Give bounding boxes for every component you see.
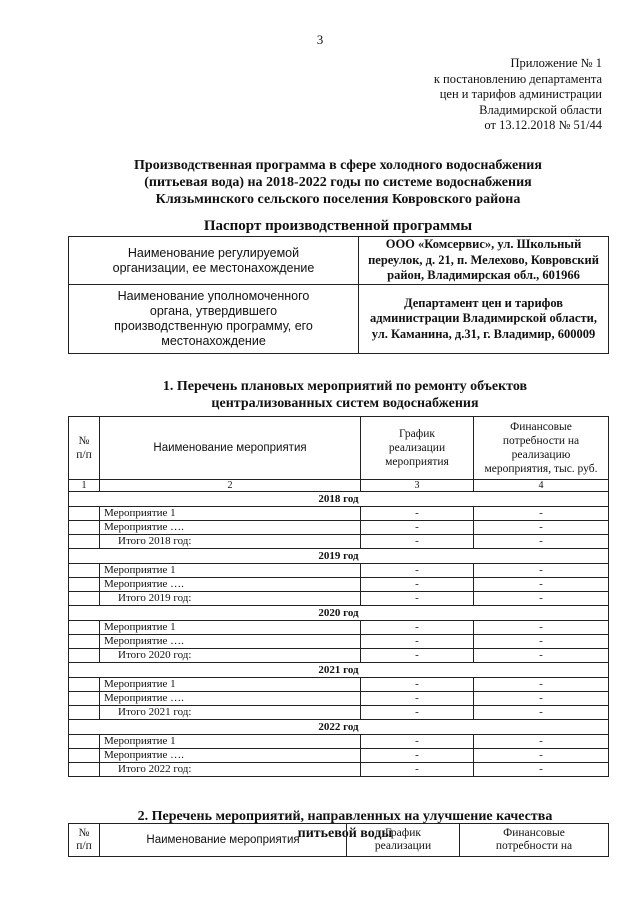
year-label: 2021 год <box>69 663 609 678</box>
year-label: 2020 год <box>69 606 609 621</box>
appendix-line: Владимирской области <box>479 102 602 117</box>
total-row <box>69 592 609 606</box>
row-number <box>69 564 100 578</box>
measure-schedule: - <box>361 678 474 692</box>
table-row <box>69 678 609 692</box>
label-line: Наименование регулируемой <box>127 245 300 260</box>
appendix-line: от 13.12.2018 № 51/44 <box>484 118 602 132</box>
measure-schedule: - <box>361 564 474 578</box>
measure-finance: - <box>474 535 609 549</box>
row-number <box>69 678 100 692</box>
measure-name: Мероприятие 1 <box>100 678 361 692</box>
header-cell-name: Наименование мероприятия <box>100 417 361 480</box>
measure-finance: - <box>474 592 609 606</box>
column-number: 2 <box>100 480 361 492</box>
value-line: район, Владимирская обл., 601966 <box>387 268 580 283</box>
page-number: 3 <box>316 32 324 47</box>
measure-finance: - <box>474 678 609 692</box>
measure-schedule: - <box>361 507 474 521</box>
table-row <box>69 521 609 535</box>
year-label: 2022 год <box>69 720 609 735</box>
appendix-line: к постановлению департамента <box>433 71 602 86</box>
measure-name: Итого 2020 год: <box>100 649 361 663</box>
document-title <box>70 157 606 208</box>
measure-schedule: - <box>361 535 474 549</box>
title-line: (питьевая вода) на 2018-2022 годы по системе водоснабжения <box>144 175 532 190</box>
year-label: 2019 год <box>69 549 609 564</box>
header-cell-finance: Финансовые потребности на <box>460 824 609 857</box>
quality-measures-table <box>68 823 609 857</box>
table-row <box>69 692 609 706</box>
label-line: организации, ее местонахождение <box>112 260 315 275</box>
measure-name: Итого 2019 год: <box>100 592 361 606</box>
table-header-row <box>69 824 609 857</box>
measure-name: Мероприятие …. <box>100 749 361 763</box>
measure-finance: - <box>474 621 609 635</box>
section-title-line: 1. Перечень плановых мероприятий по ремонту объектов <box>162 379 528 394</box>
measures-table <box>68 416 609 777</box>
row-number <box>69 578 100 592</box>
table-row <box>69 635 609 649</box>
row-number <box>69 692 100 706</box>
appendix-line: цен и тарифов администрации <box>439 87 602 101</box>
measure-schedule: - <box>361 749 474 763</box>
section-title-line: централизованных систем водоснабжения <box>211 396 479 411</box>
measure-schedule: - <box>361 621 474 635</box>
value-line: ул. Каманина, д.31, г. Владимир, 600009 <box>371 326 596 341</box>
passport-value <box>359 285 609 354</box>
header-cell-name: Наименование мероприятия <box>100 824 347 857</box>
measure-name: Мероприятие 1 <box>100 564 361 578</box>
year-row <box>69 720 609 735</box>
measure-schedule: - <box>361 649 474 663</box>
title-line: Клязьминского сельского поселения Ковровского района <box>155 192 521 207</box>
passport-table <box>68 236 609 354</box>
row-number <box>69 649 100 663</box>
value-line: Департамент цен и тарифов <box>403 295 564 310</box>
passport-value <box>359 237 609 285</box>
passport-title: Паспорт производственной программы <box>203 218 473 234</box>
measure-finance: - <box>474 521 609 535</box>
table-row <box>69 749 609 763</box>
row-number <box>69 507 100 521</box>
row-number <box>69 535 100 549</box>
total-row <box>69 649 609 663</box>
label-line: Наименование уполномоченного <box>117 289 310 303</box>
appendix-note <box>380 56 602 134</box>
table-row <box>69 621 609 635</box>
row-number <box>69 521 100 535</box>
table-row <box>69 735 609 749</box>
measure-name: Мероприятие …. <box>100 692 361 706</box>
measure-finance: - <box>474 507 609 521</box>
measure-finance: - <box>474 763 609 777</box>
table-row <box>69 578 609 592</box>
year-row <box>69 492 609 507</box>
row-number <box>69 749 100 763</box>
measure-finance: - <box>474 635 609 649</box>
column-number: 3 <box>361 480 474 492</box>
measure-name: Итого 2022 год: <box>100 763 361 777</box>
header-cell-number: № п/п <box>69 824 100 857</box>
section1-title <box>90 378 600 412</box>
measure-name: Итого 2021 год: <box>100 706 361 720</box>
year-row <box>69 663 609 678</box>
row-number <box>69 735 100 749</box>
year-label: 2018 год <box>69 492 609 507</box>
measure-finance: - <box>474 578 609 592</box>
row-number <box>69 621 100 635</box>
row-number <box>69 763 100 777</box>
header-cell-number: № п/п <box>69 417 100 480</box>
measure-finance: - <box>474 564 609 578</box>
measure-schedule: - <box>361 578 474 592</box>
measure-schedule: - <box>361 592 474 606</box>
label-line: производственную программу, его <box>114 319 313 333</box>
column-number: 4 <box>474 480 609 492</box>
year-row <box>69 549 609 564</box>
column-number-row <box>69 480 609 492</box>
total-row <box>69 535 609 549</box>
year-row <box>69 606 609 621</box>
header-cell-schedule: График реализации <box>347 824 460 857</box>
measure-finance: - <box>474 706 609 720</box>
measure-name: Итого 2018 год: <box>100 535 361 549</box>
title-line: Производственная программа в сфере холодного водоснабжения <box>134 158 542 173</box>
measure-schedule: - <box>361 521 474 535</box>
measure-name: Мероприятие 1 <box>100 735 361 749</box>
measure-schedule: - <box>361 735 474 749</box>
value-line: администрации Владимирской области, <box>370 311 597 326</box>
passport-label <box>69 285 359 354</box>
measure-schedule: - <box>361 763 474 777</box>
table-row <box>69 564 609 578</box>
value-line: ООО «Комсервис», ул. Школьный <box>385 237 582 252</box>
appendix-line: Приложение № 1 <box>510 56 602 70</box>
value-line: переулок, д. 21, п. Мелехово, Ковровский <box>368 252 599 267</box>
measure-schedule: - <box>361 692 474 706</box>
header-cell-schedule: График реализации мероприятия <box>361 417 474 480</box>
total-row <box>69 706 609 720</box>
section-title-line: 2. Перечень мероприятий, направленных на улучшение качества <box>137 809 553 824</box>
table-header-row <box>69 417 609 480</box>
passport-row <box>69 285 609 354</box>
passport-row <box>69 237 609 285</box>
measure-name: Мероприятие …. <box>100 578 361 592</box>
section-title-line: питьевой воды <box>297 826 393 841</box>
measure-name: Мероприятие 1 <box>100 621 361 635</box>
measure-finance: - <box>474 749 609 763</box>
header-cell-finance: Финансовые потребности на реализацию мероприятия, тыс. руб. <box>474 417 609 480</box>
measure-name: Мероприятие …. <box>100 635 361 649</box>
label-line: местонахождение <box>161 334 266 348</box>
row-number <box>69 592 100 606</box>
measure-schedule: - <box>361 706 474 720</box>
total-row <box>69 763 609 777</box>
row-number <box>69 706 100 720</box>
measure-finance: - <box>474 649 609 663</box>
measure-finance: - <box>474 692 609 706</box>
table-row <box>69 507 609 521</box>
passport-label <box>69 237 359 285</box>
row-number <box>69 635 100 649</box>
column-number: 1 <box>69 480 100 492</box>
label-line: органа, утвердившего <box>149 304 278 318</box>
measure-finance: - <box>474 735 609 749</box>
measure-name: Мероприятие …. <box>100 521 361 535</box>
measure-schedule: - <box>361 635 474 649</box>
measure-name: Мероприятие 1 <box>100 507 361 521</box>
